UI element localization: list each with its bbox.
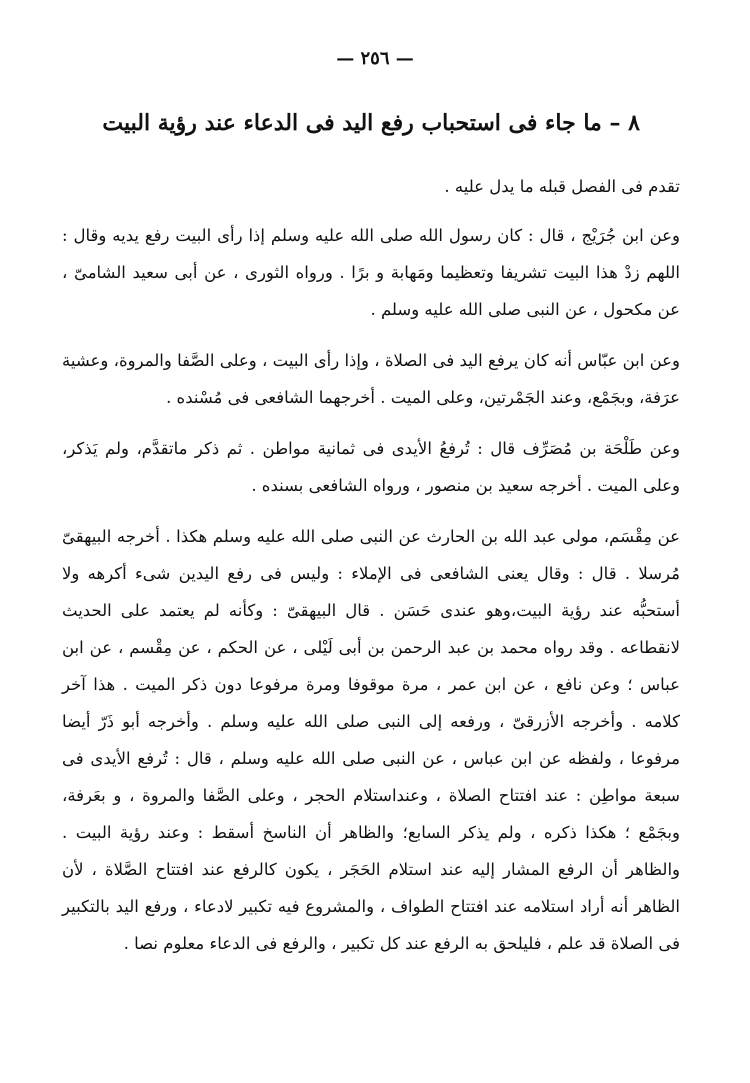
paragraph-5: عن مِقْسَم، مولى عبد الله بن الحارث عن النبى صلى الله عليه وسلم هكذا . أخرجه البيهقىّ مُرسلا . قال : وقال يعنى الشافعى فى الإملاء : وليس فى رفع اليدين شىء أكرهه ولا أستحبُّه عند رؤية البيت،وهو عندى حَسَن . قال البيهقىّ : وكأنه لم يعتمد على الحديث لانقطاعه . وقد رواه محمد بن عبد الرحمن بن أبى لَيْلى ، عن الحكم ، عن مِقْسم ، عن ابن عباس ؛ وعن نافع ، عن ابن عمر ، مرة موقوفا ومرة مرفوعا دون ذكر الميت . هذا آخر كلامه . وأخرجه الأزرقىّ ، ورفعه إلى النبى صلى الله عليه وسلم . وأخرجه أبو ذَرّ أيضا مرفوعا ، ولفظه عن ابن عباس ، عن النبى صلى الله عليه وسلم ، قال : تُرفع الأيدى فى سبعة مواطِن : عند افتتاح الصلاة ، وعنداستلام الحجر ، وعلى الصَّفا والمروة ، و بعَرفة، وبجَمْع ؛ هكذا ذكره ، ولم يذكر السابع؛ والظاهر أن الناسخ أسقط : وعند رؤية البيت . والظاهر أن الرفع المشار إليه عند استلام الحَجَر ، يكون كالرفع عند افتتاح الصَّلاة ، لأن الظاهر أنه أراد استلامه عند افتتاح الطواف ، والمشروع فيه تكبير لادعاء ، ورفع اليد بالتكبير فى الصلاة قد علم ، فليلحق به الرفع عند كل تكبير ، والرفع فى الدعاء معلوم نصا .	[62, 527, 680, 953]
chapter-title: ٨ – ما جاء فى استحباب رفع اليد فى الدعاء عند رؤية البيت	[102, 110, 640, 136]
page-number: — ٢٥٦ —	[336, 48, 414, 69]
paragraph-2: وعن ابن جُرَيْج ، قال : كان رسول الله صلى الله عليه وسلم إذا رأى البيت رفع يديه وقال : اللهم زدْ هذا البيت تشريفا وتعظيما ومَهابة و برًا . ورواه الثورى ، عن أبى سعيد الشامىّ ، عن مكحول ، عن النبى صلى الله عليه وسلم .	[62, 226, 680, 319]
paragraph-1: تقدم فى الفصل قبله ما يدل عليه .	[444, 177, 680, 196]
paragraph-4: وعن طَلْحَة بن مُصَرِّف قال : تُرفعُ الأيدى فى ثمانية مواطن . ثم ذكر ماتقدَّم، ولم يَذكر، وعلى الميت . أخرجه سعيد بن منصور ، ورواه الشافعى بسنده .	[62, 439, 680, 495]
body-text	[62, 168, 680, 976]
paragraph-3: وعن ابن عبّاس أنه كان يرفع اليد فى الصلاة ، وإذا رأى البيت ، وعلى الصَّفا والمروة، وعشية عرَفة، وبجَمْع، وعند الجَمْرتين، وعلى الميت . أخرجهما الشافعى فى مُسْنده .	[62, 351, 680, 407]
